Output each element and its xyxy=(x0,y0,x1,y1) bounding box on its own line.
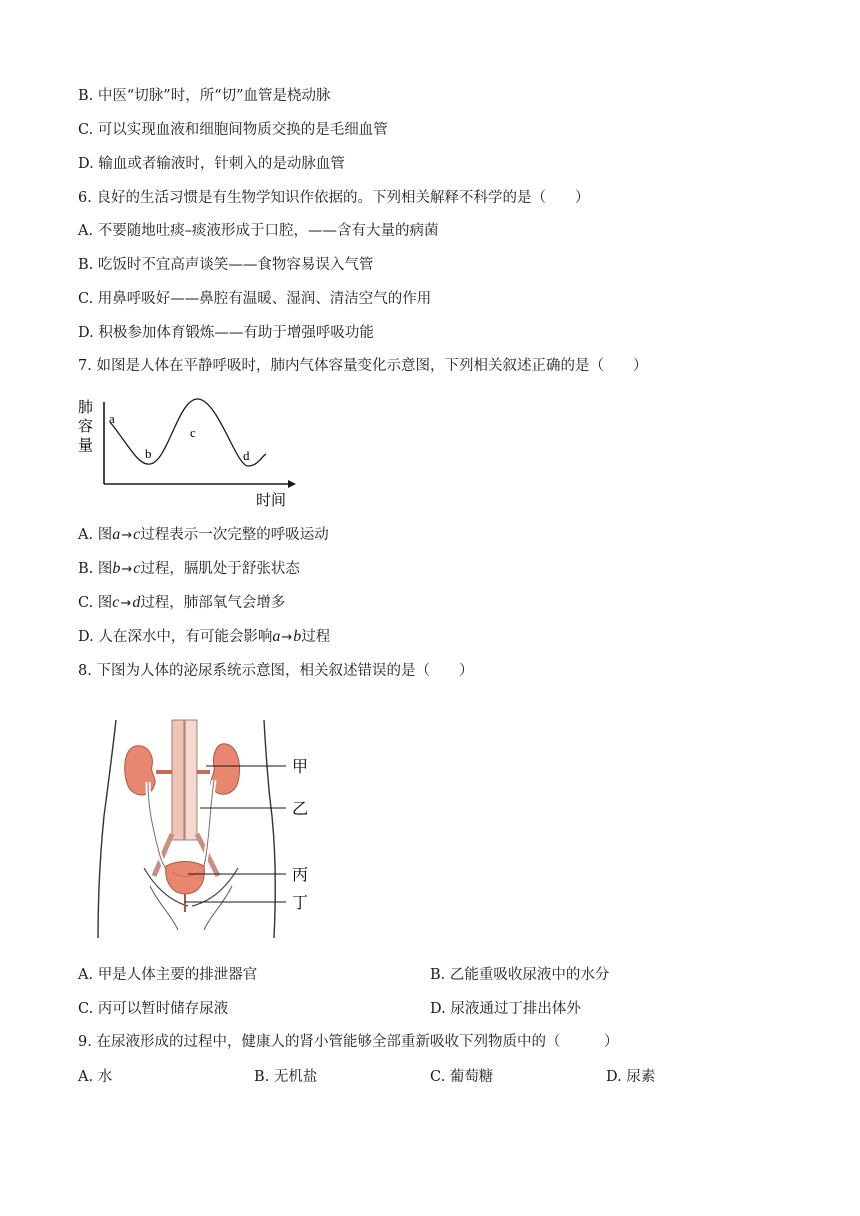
label-jia: 甲 xyxy=(292,757,309,776)
q9-stem: 9. 在尿液形成的过程中，健康人的肾小管能够全部重新吸收下列物质中的（ ） xyxy=(78,1034,619,1050)
q7-option-c-prefix: C. 图 xyxy=(78,595,113,611)
q7-option-d-from: a xyxy=(272,628,281,645)
q9-option-a: A. 水 xyxy=(78,1069,113,1085)
q7-option-d-suffix: 过程 xyxy=(301,629,331,645)
q5-option-c: C. 可以实现血液和细胞间物质交换的是毛细血管 xyxy=(78,122,388,138)
q8-option-c: C. 丙可以暂时储存尿液 xyxy=(78,1001,229,1017)
q9-option-d: D. 尿素 xyxy=(606,1069,656,1085)
q8-option-d: D. 尿液通过丁排出体外 xyxy=(430,1001,581,1017)
q7-stem: 7. 如图是人体在平静呼吸时，肺内气体容量变化示意图，下列相关叙述正确的是（ ） xyxy=(78,358,648,374)
vena-cava xyxy=(172,720,184,840)
q7-option-a-to: c xyxy=(133,526,141,543)
q7-option-c xyxy=(78,593,285,614)
left-ureter-fill xyxy=(148,782,172,876)
q7-option-d xyxy=(78,627,330,648)
q7-option-a-from: a xyxy=(112,526,121,543)
q8-option-a: A. 甲是人体主要的排泄器官 xyxy=(78,967,258,983)
q6-option-b: B. 吃饭时不宜高声谈笑——食物容易误入气管 xyxy=(78,257,374,273)
point-c-label: c xyxy=(190,425,196,440)
q7-option-b-suffix: 过程，膈肌处于舒张状态 xyxy=(140,561,300,577)
label-ding: 丁 xyxy=(292,893,309,912)
arrow-icon: → xyxy=(120,596,132,611)
lung-volume-graph xyxy=(76,392,306,512)
q7-option-c-from: c xyxy=(112,594,120,611)
q7-option-d-prefix: D. 人在深水中，有可能会影响 xyxy=(78,629,273,645)
aorta xyxy=(185,720,197,840)
urinary-system-diagram xyxy=(88,716,328,942)
q7-option-b-from: b xyxy=(112,560,121,577)
y-label-3: 量 xyxy=(78,436,94,454)
q7-option-d-to: b xyxy=(293,628,302,645)
arrow-icon: → xyxy=(281,630,293,645)
q6-option-c: C. 用鼻呼吸好——鼻腔有温暖、湿润、清洁空气的作用 xyxy=(78,291,432,307)
x-axis-arrow xyxy=(288,480,296,488)
q6-option-a: A. 不要随地吐痰–痰液形成于口腔，——含有大量的病菌 xyxy=(78,223,439,239)
q6-stem: 6. 良好的生活习惯是有生物学知识作依据的。下列相关解释不科学的是（ ） xyxy=(78,190,590,206)
label-bing: 丙 xyxy=(292,865,309,884)
q5-option-b: B. 中医“切脉”时，所“切”血管是桡动脉 xyxy=(78,88,331,104)
y-label-1: 肺 xyxy=(78,398,94,416)
x-label: 时间 xyxy=(256,491,287,509)
label-yi: 乙 xyxy=(292,799,309,818)
body-outline-right xyxy=(264,720,275,938)
point-d-label: d xyxy=(243,448,250,463)
q7-option-a-suffix: 过程表示一次完整的呼吸运动 xyxy=(140,527,329,543)
point-b-label: b xyxy=(145,446,152,461)
q6-option-d: D. 积极参加体育锻炼——有助于增强呼吸功能 xyxy=(78,325,374,341)
q7-option-c-suffix: 过程，肺部氧气会增多 xyxy=(140,595,286,611)
q7-option-a-prefix: A. 图 xyxy=(78,527,113,543)
arrow-icon: → xyxy=(121,528,133,543)
q9-option-b: B. 无机盐 xyxy=(254,1069,318,1085)
arrow-icon: → xyxy=(121,562,133,577)
point-a-label: a xyxy=(109,411,115,426)
q7-option-b xyxy=(78,559,300,580)
q7-option-b-to: c xyxy=(133,560,141,577)
body-outline-left xyxy=(98,720,116,938)
q8-stem: 8. 下图为人体的泌尿系统示意图，相关叙述错误的是（ ） xyxy=(78,663,474,679)
bladder xyxy=(166,862,205,895)
q5-option-d: D. 输血或者输液时，针刺入的是动脉血管 xyxy=(78,156,345,172)
q7-option-c-to: d xyxy=(132,594,141,611)
q8-option-b: B. 乙能重吸收尿液中的水分 xyxy=(430,967,610,983)
q7-option-b-prefix: B. 图 xyxy=(78,561,113,577)
y-label-2: 容 xyxy=(78,417,94,435)
q7-option-a xyxy=(78,525,329,546)
q9-option-c: C. 葡萄糖 xyxy=(430,1069,494,1085)
